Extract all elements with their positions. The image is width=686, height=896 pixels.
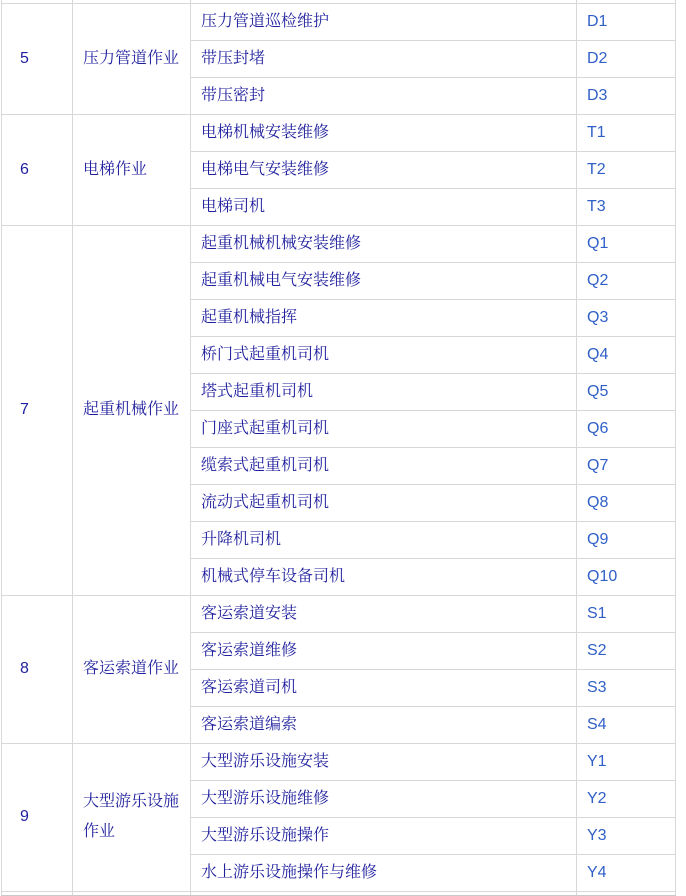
item-name-cell: 客运索道安装 — [191, 595, 577, 632]
item-code-cell: Q4 — [577, 336, 676, 373]
item-code-cell: T1 — [577, 114, 676, 151]
item-code-cell: Y4 — [577, 854, 676, 891]
item-code-cell: Q9 — [577, 521, 676, 558]
item-code-cell: S2 — [577, 632, 676, 669]
category-cell: 起重机械作业 — [73, 225, 191, 595]
item-name-cell: 桥门式起重机司机 — [191, 336, 577, 373]
item-code-cell: Q3 — [577, 299, 676, 336]
item-name-cell: 缆索式起重机司机 — [191, 447, 577, 484]
table-row — [2, 3, 676, 40]
partial-row-cell — [2, 891, 73, 895]
item-code-cell: D2 — [577, 40, 676, 77]
item-name-cell: 塔式起重机司机 — [191, 373, 577, 410]
partial-row-cell — [577, 891, 676, 895]
item-name-cell: 升降机司机 — [191, 521, 577, 558]
item-code-cell: Q7 — [577, 447, 676, 484]
item-name-cell: 大型游乐设施维修 — [191, 780, 577, 817]
partial-row-cell — [191, 891, 577, 895]
item-name-cell: 带压密封 — [191, 77, 577, 114]
item-name-cell: 水上游乐设施操作与维修 — [191, 854, 577, 891]
table-row — [2, 225, 676, 262]
item-name-cell: 电梯电气安装维修 — [191, 151, 577, 188]
table-row — [2, 595, 676, 632]
item-code-cell: Q6 — [577, 410, 676, 447]
row-number-cell: 7 — [2, 225, 73, 595]
item-name-cell: 电梯司机 — [191, 188, 577, 225]
item-name-cell: 客运索道维修 — [191, 632, 577, 669]
row-number-cell: 5 — [2, 3, 73, 114]
item-code-cell: T3 — [577, 188, 676, 225]
item-name-cell: 大型游乐设施操作 — [191, 817, 577, 854]
item-code-cell: S3 — [577, 669, 676, 706]
category-cell: 电梯作业 — [73, 114, 191, 225]
partial-row-cell — [73, 891, 191, 895]
item-code-cell: Q8 — [577, 484, 676, 521]
item-code-cell: Q10 — [577, 558, 676, 595]
special-operations-table — [1, 0, 676, 896]
item-code-cell: D3 — [577, 77, 676, 114]
item-name-cell: 压力管道巡检维护 — [191, 3, 577, 40]
partial-row-bottom — [2, 891, 676, 895]
item-name-cell: 电梯机械安装维修 — [191, 114, 577, 151]
item-code-cell: Y1 — [577, 743, 676, 780]
table-row — [2, 743, 676, 780]
item-code-cell: T2 — [577, 151, 676, 188]
item-name-cell: 起重机械电气安装维修 — [191, 262, 577, 299]
item-code-cell: D1 — [577, 3, 676, 40]
row-number-cell: 9 — [2, 743, 73, 891]
item-name-cell: 机械式停车设备司机 — [191, 558, 577, 595]
category-cell: 客运索道作业 — [73, 595, 191, 743]
item-name-cell: 大型游乐设施安装 — [191, 743, 577, 780]
item-name-cell: 带压封堵 — [191, 40, 577, 77]
item-code-cell: Q2 — [577, 262, 676, 299]
row-number-cell: 6 — [2, 114, 73, 225]
item-name-cell: 门座式起重机司机 — [191, 410, 577, 447]
item-code-cell: Q5 — [577, 373, 676, 410]
item-name-cell: 起重机械机械安装维修 — [191, 225, 577, 262]
category-cell: 压力管道作业 — [73, 3, 191, 114]
item-name-cell: 客运索道司机 — [191, 669, 577, 706]
category-cell: 大型游乐设施作业 — [73, 743, 191, 891]
item-code-cell: Q1 — [577, 225, 676, 262]
item-name-cell: 流动式起重机司机 — [191, 484, 577, 521]
row-number-cell: 8 — [2, 595, 73, 743]
item-name-cell: 起重机械指挥 — [191, 299, 577, 336]
table-row — [2, 114, 676, 151]
item-code-cell: Y3 — [577, 817, 676, 854]
item-code-cell: Y2 — [577, 780, 676, 817]
item-code-cell: S4 — [577, 706, 676, 743]
item-name-cell: 客运索道编索 — [191, 706, 577, 743]
item-code-cell: S1 — [577, 595, 676, 632]
